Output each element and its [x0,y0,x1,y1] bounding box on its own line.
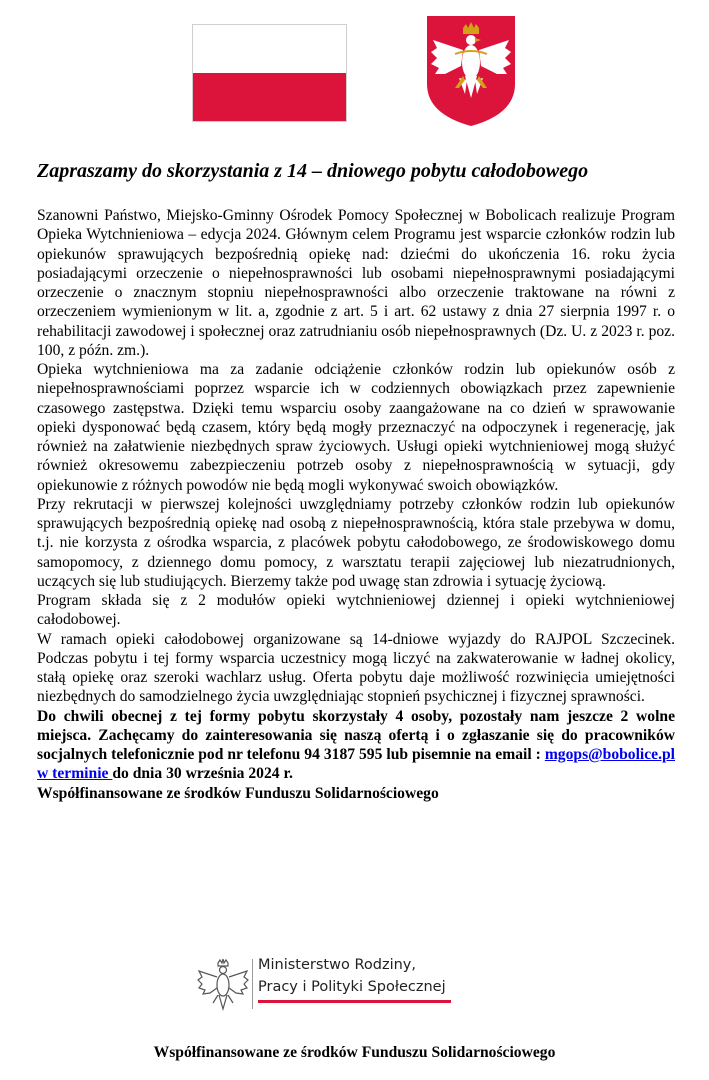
ministry-accent-line [258,1000,451,1003]
ministry-eagle-icon [196,955,250,1013]
callout-text: Do chwili obecnej z tej formy pobytu skorzystały 4 osoby, pozostały nam jeszcze 2 wolne miejsca. Zachęcamy do zainteresowania się naszą ofertą i o zgłaszanie się do pracowników socjalnych telefonicznie pod nr telefonu 94 3187 595 lub pisemnie na email : [37,707,675,763]
callout-deadline: do dnia 30 września 2024 r. [112,765,293,783]
ministry-name-line1: Ministerstwo Rodziny, [258,957,416,973]
footer-cofinanced: Współfinansowane ze środków Funduszu Solidarnościowego [153,1044,556,1061]
flag-red-stripe [193,73,346,121]
article-body [37,206,675,803]
logo-divider [252,959,253,1009]
paragraph-intro: Szanowni Państwo, Miejsko-Gminny Ośrodek Pomocy Społecznej w Bobolicach realizuje Program Opieka Wytchnieniowa – edycja 2024. Głównym celem Programu jest wsparcie członków rodzin lub opiekunów sprawujących bezpośrednią opiekę nad: dziećmi do ukończenia 16. roku życia posiadającymi orzeczenie o niepełnosprawności lub osobami niepełnosprawnymi posiadającymi orzeczenie o znacznym stopniu niepełnosprawności albo orzeczenie traktowane na równi z orzeczeniem wymienionym w lit. a, zgodnie z art. 5 i art. 62 ustawy z dnia 27 sierpnia 1997 r. o rehabilitacji zawodowej i społecznej oraz zatrudnianiu osób niepełnosprawnych (Dz. U. z 2023 r. poz. 100, z późn. zm.). [37,207,675,359]
paragraph-recruitment: Przy rekrutacji w pierwszej kolejności uwzględniamy potrzeby członków rodzin lub opiekunów sprawujących bezpośrednią opiekę nad osobą z niepełnosprawnością, która stale przebywa w domu, t.j. nie korzysta z ośrodka wsparcia, z placówek pobytu całodobowego, ze środowiskowego domu samopomocy, z dziennego domu pomocy, z warsztatu terapii zajęciowej lub niezatrudnionych, uczących się lub studiujących. Bierzemy także pod uwagę stan zdrowia i sytuację życiową. [37,495,675,590]
page-title: Zapraszamy do skorzystania z 14 – dniowego pobytu całodobowego [37,160,589,182]
email-link[interactable]: mgops@bobolice.pl w terminie [37,746,675,783]
cofinanced-note: Współfinansowane ze środków Funduszu Solidarnościowego [37,784,439,802]
flag-white-stripe [193,25,346,73]
ministry-logo [196,955,466,1015]
paragraph-modules: Program składa się z 2 modułów opieki wytchnieniowej dziennej i opieki wytchnieniowej całodobowej. [37,592,675,629]
paragraph-purpose: Opieka wytchnieniowa ma za zadanie odciążenie członków rodzin lub opiekunów osób z niepełnosprawnościami poprzez wsparcie ich w codziennych obowiązkach przez zapewnienie czasowego zastępstwa. Dzięki temu wsparciu osoby zaangażowane na co dzień w sprawowanie opieki dysponować będą czasem, który będą mogły przeznaczyć na odpoczynek i regenerację, jak również na załatwienie niezbędnych spraw życiowych. Usługi opieki wytchnieniowej mogą służyć również okresowemu zabezpieczeniu potrzeb osoby z niepełnosprawnością w sytuacji, gdy opiekunowie z różnych powodów nie będą mogli wykonywać swoich obowiązków. [37,361,675,494]
white-eagle-emblem-icon [425,14,517,128]
paragraph-stay: W ramach opieki całodobowej organizowane są 14-dniowe wyjazdy do RAJPOL Szczecinek. Podczas pobytu i tej formy wsparcia uczestnicy mogą liczyć na zakwaterowanie w ładnej okolicy, stałą opiekę oraz szeroki wachlarz usług. Oferta pobytu daje możliwość rozwinięcia umiejętności niezbędnych do samodzielnego życia uwzględniając stopnień psychicznej i fizycznej sprawności. [37,630,675,706]
callout-paragraph [37,707,675,784]
ministry-name-line2: Pracy i Polityki Społecznej [258,979,446,995]
polish-flag [192,24,347,122]
